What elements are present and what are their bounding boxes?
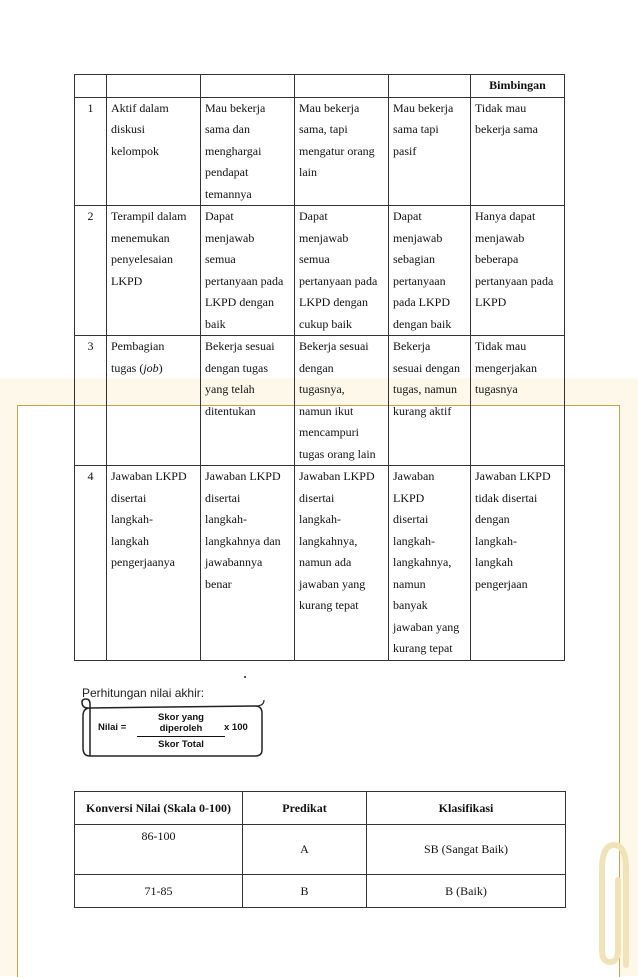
rubric-row-number: 2 bbox=[75, 206, 107, 336]
konversi-header-cell: Predikat bbox=[243, 792, 367, 825]
rubric-cell-line: namun ada bbox=[299, 555, 352, 569]
formula-denominator: Skor Total bbox=[158, 739, 204, 750]
rubric-cell-line: dengan baik bbox=[393, 316, 452, 331]
rubric-cell-line: Aktif dalam bbox=[111, 100, 169, 115]
rubric-cell-line: tugasnya, bbox=[299, 382, 345, 396]
rubric-cell-line: tugasnya bbox=[475, 382, 518, 396]
rubric-cell-line: namun ikut bbox=[299, 403, 354, 418]
rubric-cell-line: kurang tepat bbox=[393, 641, 453, 655]
rubric-cell bbox=[201, 206, 295, 336]
rubric-cell-line: menjawab bbox=[475, 230, 525, 245]
konversi-header-cell: Konversi Nilai (Skala 0-100) bbox=[75, 792, 243, 825]
konversi-cell-range: 86-100 bbox=[75, 825, 243, 875]
rubric-header-cell bbox=[201, 75, 295, 98]
rubric-cell-line: semua bbox=[299, 252, 330, 266]
rubric-cell-line: Terampil dalam bbox=[111, 209, 187, 223]
rubric-cell-line: pertanyaan pada bbox=[475, 273, 554, 288]
rubric-cell-line: LKPD bbox=[475, 295, 507, 309]
rubric-cell-line: sama tapi bbox=[393, 122, 439, 136]
rubric-cell-line: jawaban yang bbox=[393, 619, 460, 634]
rubric-cell-line: pertanyaan bbox=[393, 273, 446, 288]
rubric-cell-line: sesuai dengan bbox=[393, 360, 460, 375]
rubric-cell-line: sama dan bbox=[205, 122, 250, 136]
rubric-cell-line: benar bbox=[205, 576, 232, 591]
formula-lhs: Nilai = bbox=[98, 722, 127, 733]
rubric-cell-line: langkah- bbox=[475, 533, 517, 548]
rubric-cell-line: Mau bekerja bbox=[393, 100, 454, 115]
rubric-cell-line: dengan bbox=[299, 360, 334, 375]
rubric-cell-line: cukup baik bbox=[299, 316, 352, 331]
rubric-cell-line: disertai bbox=[205, 490, 241, 505]
rubric-cell-line: dengan tugas bbox=[205, 360, 268, 375]
konversi-header-row bbox=[75, 792, 566, 825]
rubric-cell-line: beberapa bbox=[475, 252, 519, 266]
rubric-cell-line: langkah- bbox=[299, 512, 341, 526]
rubric-cell-line: Dapat bbox=[299, 209, 328, 223]
rubric-row bbox=[75, 466, 565, 661]
rubric-cell-line: Bekerja sesuai bbox=[205, 339, 275, 353]
rubric-cell bbox=[471, 466, 565, 661]
rubric-cell-line: jawaban yang bbox=[299, 576, 366, 591]
rubric-cell-line: disertai bbox=[393, 512, 429, 526]
formula-numerator: Skor yang diperoleh bbox=[137, 712, 225, 737]
rubric-cell-line: menjawab bbox=[299, 230, 349, 245]
rubric-cell-line: baik bbox=[205, 316, 226, 331]
rubric-cell-line: langkahnya dan bbox=[205, 533, 281, 548]
rubric-cell-line: pengerjaanya bbox=[111, 555, 175, 569]
rubric-cell-line: langkah bbox=[475, 555, 513, 569]
rubric-cell-line: mencampuri bbox=[299, 425, 359, 439]
rubric-cell-line: langkah- bbox=[393, 533, 435, 548]
rubric-cell-line: Jawaban LKPD bbox=[299, 469, 375, 483]
rubric-cell-line: jawabannya bbox=[205, 555, 263, 569]
formula-fraction bbox=[137, 712, 225, 750]
rubric-cell-line: Bekerja bbox=[393, 339, 431, 353]
rubric-cell-line: sama, tapi bbox=[299, 122, 348, 136]
rubric-cell-line: tugas orang lain bbox=[299, 446, 376, 461]
rubric-header-cell-bimbingan: Bimbingan bbox=[471, 75, 565, 98]
rubric-cell bbox=[389, 97, 471, 206]
formula-title: Perhitungan nilai akhir: bbox=[82, 686, 205, 700]
rubric-cell-line: disertai bbox=[111, 490, 147, 505]
paperclip-icon bbox=[596, 830, 636, 970]
rubric-cell bbox=[201, 97, 295, 206]
rubric-cell-line: bekerja sama bbox=[475, 122, 538, 136]
rubric-cell-line: Pembagian bbox=[111, 339, 165, 353]
rubric-cell-line: tugas (job) bbox=[111, 360, 163, 375]
rubric-cell bbox=[107, 206, 201, 336]
rubric-cell-line: Bekerja sesuai bbox=[299, 339, 369, 353]
konversi-cell-predikat: A bbox=[243, 825, 367, 875]
rubric-cell-line: menjawab bbox=[205, 230, 255, 245]
rubric-cell-line: Mau bekerja bbox=[205, 100, 266, 115]
rubric-cell-line: langkah- bbox=[205, 512, 247, 526]
rubric-cell bbox=[389, 336, 471, 466]
rubric-cell-line: Tidak mau bbox=[475, 339, 527, 353]
rubric-row bbox=[75, 336, 565, 466]
konversi-table bbox=[74, 791, 566, 908]
rubric-cell bbox=[471, 336, 565, 466]
rubric-cell-line: Jawaban LKPD bbox=[111, 469, 187, 483]
rubric-cell bbox=[201, 466, 295, 661]
rubric-cell-line: mengatur orang bbox=[299, 143, 375, 158]
rubric-header-cell bbox=[295, 75, 389, 98]
rubric-cell-line: Jawaban bbox=[393, 469, 435, 483]
rubric-header-cell bbox=[107, 75, 201, 98]
rubric-cell-line: pendapat bbox=[205, 165, 249, 179]
rubric-header-cell bbox=[389, 75, 471, 98]
rubric-cell-line: Tidak mau bbox=[475, 100, 527, 115]
rubric-cell-line: pada LKPD bbox=[393, 295, 450, 309]
rubric-cell-line: penyelesaian bbox=[111, 252, 173, 266]
rubric-cell bbox=[107, 466, 201, 661]
rubric-cell-line: kelompok bbox=[111, 143, 159, 158]
rubric-cell bbox=[295, 336, 389, 466]
rubric-cell-line: kurang aktif bbox=[393, 403, 452, 418]
rubric-cell-line: sebagian bbox=[393, 252, 435, 266]
konversi-cell-range: 71-85 bbox=[75, 875, 243, 908]
rubric-cell-line: pertanyaan pada bbox=[299, 273, 378, 288]
rubric-cell-line: tugas, namun bbox=[393, 382, 457, 396]
konversi-cell-klasifikasi: SB (Sangat Baik) bbox=[367, 825, 566, 875]
rubric-cell-line: Dapat bbox=[393, 209, 422, 223]
rubric-cell-line: kurang tepat bbox=[299, 598, 359, 612]
rubric-cell-line: LKPD bbox=[393, 490, 425, 505]
rubric-cell-line: Dapat bbox=[205, 209, 234, 223]
rubric-cell-line: menjawab bbox=[393, 230, 443, 245]
rubric-cell-line: LKPD dengan bbox=[299, 295, 368, 309]
konversi-row bbox=[75, 875, 566, 908]
rubric-row bbox=[75, 97, 565, 206]
rubric-body bbox=[75, 97, 565, 660]
rubric-cell-line: menemukan bbox=[111, 230, 170, 245]
rubric-cell-line: temannya bbox=[205, 186, 252, 201]
rubric-cell bbox=[471, 97, 565, 206]
rubric-cell-line: yang telah bbox=[205, 382, 255, 396]
konversi-cell-predikat: B bbox=[243, 875, 367, 908]
rubric-cell-line: diskusi bbox=[111, 122, 146, 136]
rubric-cell-line: pertanyaan pada bbox=[205, 273, 284, 288]
konversi-header-cell: Klasifikasi bbox=[367, 792, 566, 825]
rubric-cell-line: semua bbox=[205, 252, 236, 266]
rubric-cell-line: langkah bbox=[111, 533, 149, 548]
rubric-cell bbox=[295, 97, 389, 206]
formula-multiplier: x 100 bbox=[224, 722, 248, 733]
rubric-cell bbox=[389, 206, 471, 336]
rubric-cell-line: disertai bbox=[299, 490, 335, 505]
rubric-cell-line: mengerjakan bbox=[475, 360, 537, 375]
rubric-row bbox=[75, 206, 565, 336]
rubric-cell-line: ditentukan bbox=[205, 403, 256, 418]
rubric-cell-line: pasif bbox=[393, 143, 417, 158]
rubric-cell bbox=[107, 336, 201, 466]
rubric-cell-line: Mau bekerja bbox=[299, 100, 360, 115]
rubric-row-number: 4 bbox=[75, 466, 107, 661]
rubric-cell bbox=[389, 466, 471, 661]
stray-dot bbox=[244, 676, 246, 678]
rubric-cell-line: Hanya dapat bbox=[475, 209, 536, 223]
rubric-cell-line: langkahnya, bbox=[393, 555, 452, 569]
rubric-cell bbox=[107, 97, 201, 206]
rubric-cell-line: Jawaban LKPD bbox=[205, 469, 281, 483]
rubric-cell-line: Jawaban LKPD bbox=[475, 469, 551, 483]
rubric-cell-line: menghargai bbox=[205, 143, 262, 158]
rubric-header-row bbox=[75, 75, 565, 98]
rubric-cell-line: pengerjaan bbox=[475, 576, 528, 591]
rubric-cell bbox=[471, 206, 565, 336]
rubric-cell-line: LKPD dengan bbox=[205, 295, 274, 309]
rubric-row-number: 3 bbox=[75, 336, 107, 466]
konversi-cell-klasifikasi: B (Baik) bbox=[367, 875, 566, 908]
rubric-cell bbox=[295, 206, 389, 336]
rubric-cell-line: banyak bbox=[393, 598, 428, 612]
rubric-header-cell bbox=[75, 75, 107, 98]
rubric-row-number: 1 bbox=[75, 97, 107, 206]
konversi-row bbox=[75, 825, 566, 875]
rubric-table bbox=[74, 74, 565, 661]
rubric-cell-line: LKPD bbox=[111, 273, 143, 288]
rubric-cell-line: dengan bbox=[475, 512, 510, 526]
rubric-cell-line: langkahnya, bbox=[299, 533, 358, 548]
rubric-cell bbox=[201, 336, 295, 466]
rubric-cell-line: namun bbox=[393, 576, 426, 591]
rubric-cell-line: tidak disertai bbox=[475, 490, 538, 505]
rubric-cell-line: langkah- bbox=[111, 512, 153, 526]
rubric-cell bbox=[295, 466, 389, 661]
rubric-cell-line: lain bbox=[299, 165, 317, 179]
